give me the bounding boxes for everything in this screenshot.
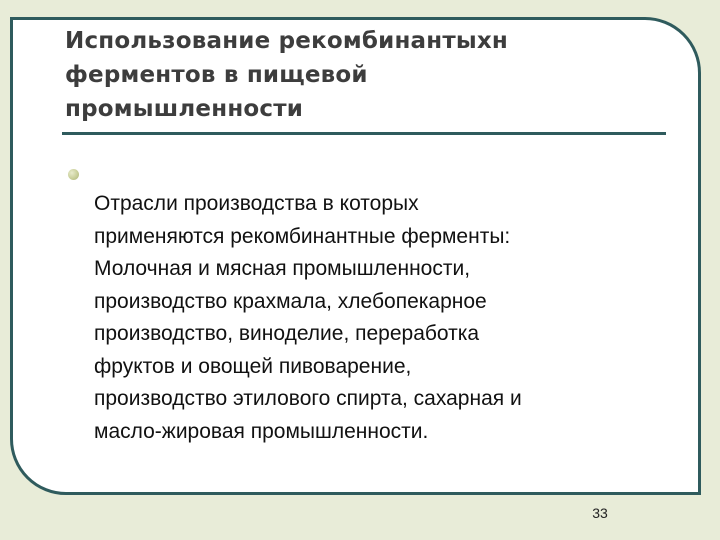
body-line-6: фруктов и овощей пивоварение, — [94, 354, 412, 378]
title-line-1: Использование рекомбинантыхн — [65, 28, 509, 54]
page-number: 33 — [592, 505, 608, 521]
bullet-dot-icon — [68, 169, 79, 180]
title-divider — [62, 132, 666, 135]
body-line-4: производство крахмала, хлебопекарное — [94, 289, 487, 313]
slide-title — [65, 24, 665, 126]
body-line-8: масло-жировая промышленности. — [94, 419, 429, 443]
body-line-7: производство этилового спирта, сахарная и — [94, 387, 522, 410]
body-line-1: Отрасли производства в которых — [94, 192, 419, 215]
body-line-2: применяются рекомбинантные ферменты: — [94, 224, 511, 248]
title-line-3: промышленности — [65, 96, 304, 122]
body-line-3: Молочная и мясная промышленности, — [94, 257, 471, 280]
body-line-5: производство, виноделие, переработка — [94, 322, 480, 345]
body-text — [94, 188, 669, 448]
title-line-2: ферментов в пищевой — [65, 62, 368, 88]
